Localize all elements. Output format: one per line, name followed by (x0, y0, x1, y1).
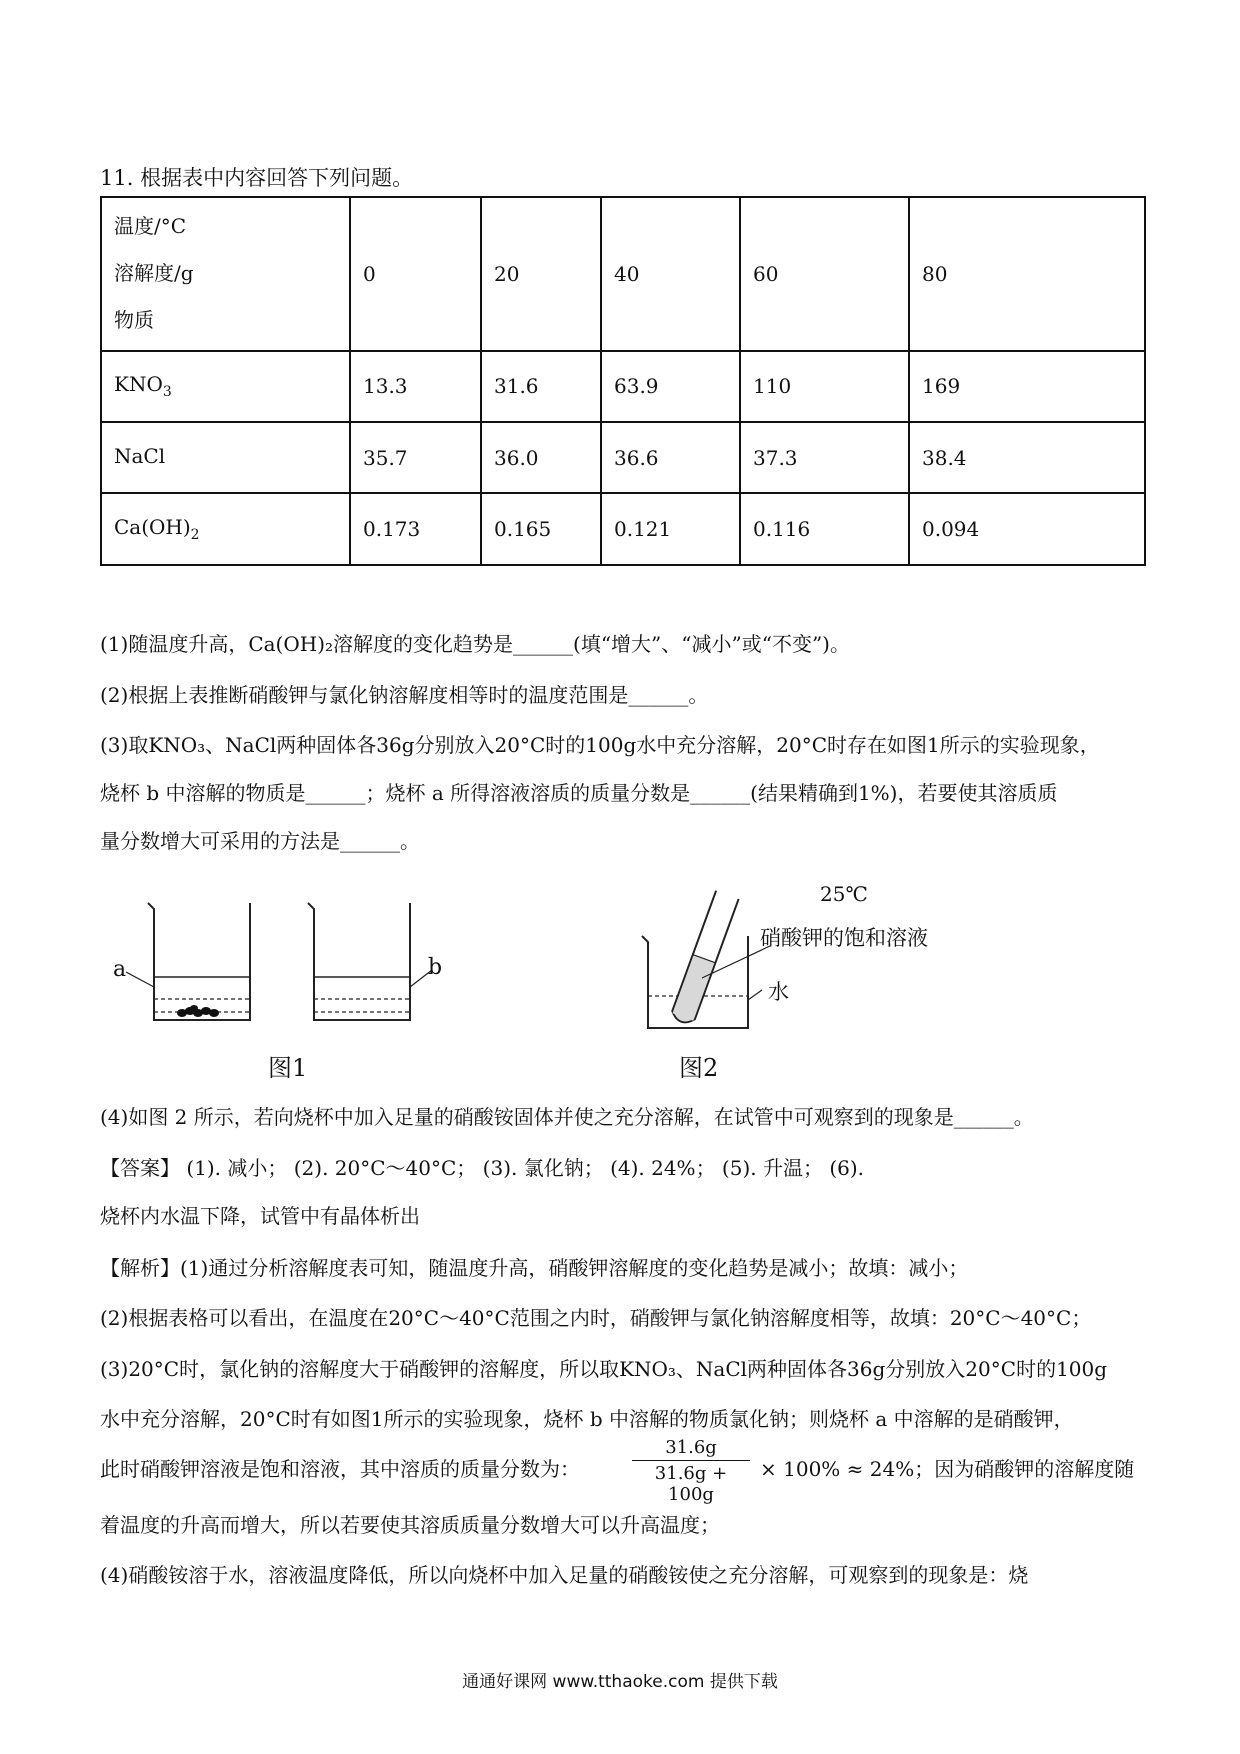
value-cell: 13.3 (350, 351, 481, 422)
analysis-line-5-pre: 此时硝酸钾溶液是饱和溶液，其中溶质的质量分数为： (100, 1457, 580, 1481)
analysis-line-3: (3)20°C时，氯化钠的溶解度大于硝酸钾的溶解度，所以取KNO₃、NaCl两种固体各36g分别放入20°C时的100g (100, 1357, 1108, 1381)
crystals-solid (177, 1005, 219, 1017)
value-cell: 36.6 (601, 422, 740, 493)
substance-name: KNO (114, 372, 163, 397)
label-a: a (113, 957, 127, 982)
temp-cell: 40 (601, 197, 740, 351)
fraction (632, 1437, 750, 1505)
temp-cell: 20 (481, 197, 601, 351)
value-cell: 38.4 (909, 422, 1145, 493)
value-cell: 169 (909, 351, 1145, 422)
substance-name: Ca(OH) (114, 515, 191, 540)
beaker-a (126, 903, 250, 1020)
temp-cell: 0 (350, 197, 481, 351)
value-cell: 36.0 (481, 422, 601, 493)
value-cell: 0.116 (740, 493, 909, 565)
value-cell: 37.3 (740, 422, 909, 493)
analysis-line-2: (2)根据表格可以看出，在温度在20°C～40°C范围之内时，硝酸钾与氯化钠溶解度相等，故填：20°C～40°C； (100, 1306, 1092, 1330)
label-b: b (428, 955, 443, 980)
value-cell: 0.165 (481, 493, 601, 565)
table-header-row (101, 197, 1145, 351)
figure-2-water-label: 水 (768, 980, 789, 1004)
answer-line-1: 【答案】 (1). 减小； (2). 20°C～40°C； (3). 氯化钠； (4). 24%； (5). 升温； (6). (100, 1156, 865, 1180)
part-3-line-2: 烧杯 b 中溶解的物质是______；烧杯 a 所得溶液溶质的质量分数是______(结果精确到1%)，若要使其溶质质 (100, 781, 1058, 805)
figure-2 (630, 880, 960, 1040)
analysis-line-6: 着温度的升高而增大，所以若要使其溶质质量分数增大可以升高温度； (100, 1513, 720, 1537)
value-cell: 0.121 (601, 493, 740, 565)
page-footer: 通通好课网 www.tthaoke.com 提供下载 (462, 1672, 778, 1692)
substance-cell (101, 351, 350, 422)
part-1: (1)随温度升高，Ca(OH)₂溶解度的变化趋势是______(填“增大”、“减小”或“不变”)。 (100, 632, 850, 656)
value-cell: 0.094 (909, 493, 1145, 565)
solubility-table (100, 196, 1146, 566)
figure-2-temperature: 25℃ (820, 882, 868, 906)
part-4: (4)如图 2 所示，若向烧杯中加入足量的硝酸铵固体并使之充分溶解，在试管中可观察到的现象是______。 (100, 1105, 1034, 1129)
fraction-numerator: 31.6g (665, 1437, 717, 1458)
value-cell: 0.173 (350, 493, 481, 565)
beaker-b (308, 903, 432, 1020)
header-solubility-label: 溶解度/g (114, 261, 194, 286)
table-row (101, 422, 1145, 493)
header-substance-label: 物质 (114, 308, 154, 333)
substance-subscript: 2 (190, 527, 200, 544)
part-2: (2)根据上表推断硝酸钾与氯化钠溶解度相等时的温度范围是______。 (100, 683, 709, 707)
test-tube (670, 891, 739, 1026)
value-cell: 110 (740, 351, 909, 422)
leader-water (748, 990, 762, 1000)
temp-cell: 80 (909, 197, 1145, 351)
table-row (101, 351, 1145, 422)
figure-1-caption: 图1 (268, 1054, 308, 1082)
analysis-line-1: 【解析】(1)通过分析溶解度表可知，随温度升高，硝酸钾溶解度的变化趋势是减小；故填：减小； (100, 1256, 969, 1280)
figure-2-caption: 图2 (679, 1054, 719, 1082)
substance-subscript: 3 (162, 384, 172, 401)
part-3-line-1: (3)取KNO₃、NaCl两种固体各36g分别放入20°C时的100g水中充分溶解，20°C时存在如图1所示的实验现象， (100, 733, 1100, 757)
header-corner-cell (101, 197, 350, 351)
header-temp-label: 温度/°C (114, 214, 187, 239)
analysis-line-5-post: × 100% ≈ 24%；因为硝酸钾的溶解度随 (760, 1457, 1135, 1481)
analysis-line-7: (4)硝酸铵溶于水，溶液温度降低，所以向烧杯中加入足量的硝酸铵使之充分溶解，可观察到的现象是：烧 (100, 1563, 1029, 1587)
answer-line-2: 烧杯内水温下降，试管中有晶体析出 (100, 1204, 420, 1228)
fraction-denominator: 31.6g + 100g (632, 1460, 750, 1505)
question-title: 11. 根据表中内容回答下列问题。 (100, 166, 414, 190)
substance-cell (101, 422, 350, 493)
substance-cell (101, 493, 350, 565)
value-cell: 31.6 (481, 351, 601, 422)
analysis-line-4: 水中充分溶解，20°C时有如图1所示的实验现象，烧杯 b 中溶解的物质氯化钠；则烧杯 a 中溶解的是硝酸钾， (100, 1407, 1074, 1431)
figure-2-solution-label: 硝酸钾的饱和溶液 (760, 926, 928, 950)
part-3-line-3: 量分数增大可采用的方法是______。 (100, 829, 420, 853)
table-row (101, 493, 1145, 565)
value-cell: 35.7 (350, 422, 481, 493)
temp-cell: 60 (740, 197, 909, 351)
value-cell: 63.9 (601, 351, 740, 422)
substance-name: NaCl (114, 443, 166, 468)
